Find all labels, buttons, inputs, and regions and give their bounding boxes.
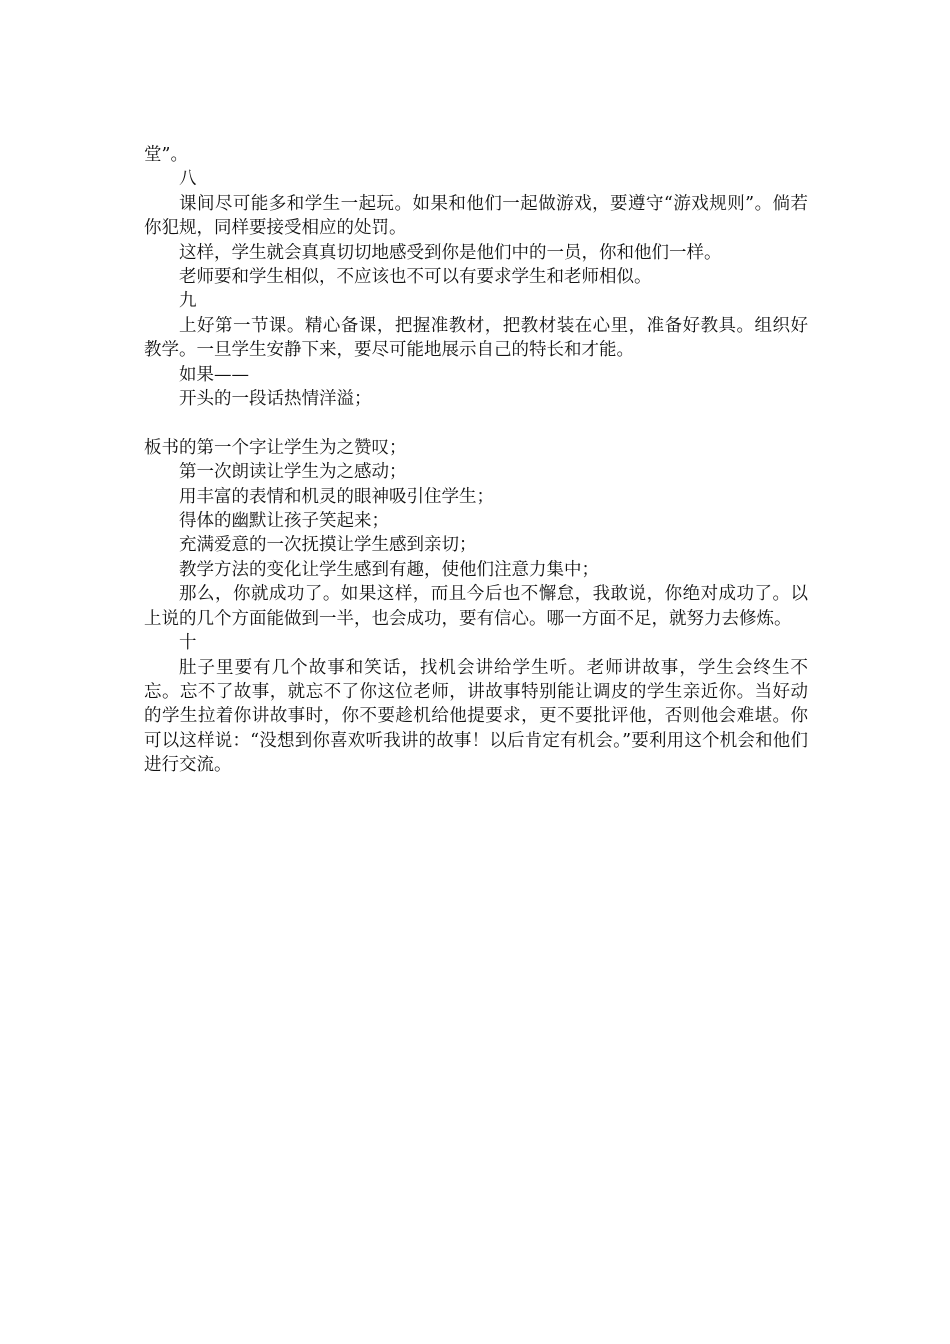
paragraph: 教学方法的变化让学生感到有趣，使他们注意力集中； (179, 559, 599, 580)
paragraph: 这样，学生就会真真切切地感受到你是他们中的一员，你和他们一样。 (179, 242, 722, 263)
paragraph: 板书的第一个字让学生为之赞叹； (144, 437, 407, 458)
paragraph-continuation: 堂”。 (144, 145, 188, 165)
paragraph: 第一次朗读让学生为之感动； (179, 462, 407, 483)
section-heading-9: 九 (179, 291, 197, 312)
paragraph: 开头的一段话热情洋溢； (179, 389, 372, 410)
document-body (144, 143, 808, 778)
blank-line (144, 411, 808, 435)
paragraph: 如果—— (179, 364, 249, 385)
paragraph: 用丰富的表情和机灵的眼神吸引住学生； (179, 486, 494, 507)
section-heading-10: 十 (179, 633, 197, 654)
paragraph: 充满爱意的一次抚摸让学生感到亲切； (179, 535, 477, 556)
paragraph: 那么，你就成功了。如果这样，而且今后也不懈怠，我敢说，你绝对成功了。以上说的几个方面能做到一半，也会成功，要有信心。哪一方面不足，就努力去修炼。 (144, 584, 808, 629)
paragraph: 肚子里要有几个故事和笑话，找机会讲给学生听。老师讲故事，学生会终生不忘。忘不了故事，就忘不了你这位老师，讲故事特别能让调皮的学生亲近你。当好动的学生拉着你讲故事时，你不要趁机给他提要求，更不要批评他，否则他会难堪。你可以这样说：“没想到你喜欢听我讲的故事！以后肯定有机会。”要利用这个机会和他们进行交流。 (144, 657, 808, 776)
section-heading-8: 八 (179, 169, 197, 190)
paragraph: 课间尽可能多和学生一起玩。如果和他们一起做游戏，要遵守“游戏规则”。倘若你犯规，同样要接受相应的处罚。 (144, 193, 808, 239)
paragraph: 得体的幽默让孩子笑起来； (179, 511, 389, 532)
paragraph: 上好第一节课。精心备课，把握准教材，把教材装在心里，准备好教具。组织好教学。一旦学生安静下来，要尽可能地展示自己的特长和才能。 (144, 315, 808, 361)
paragraph: 老师要和学生相似，不应该也不可以有要求学生和老师相似。 (179, 267, 652, 288)
